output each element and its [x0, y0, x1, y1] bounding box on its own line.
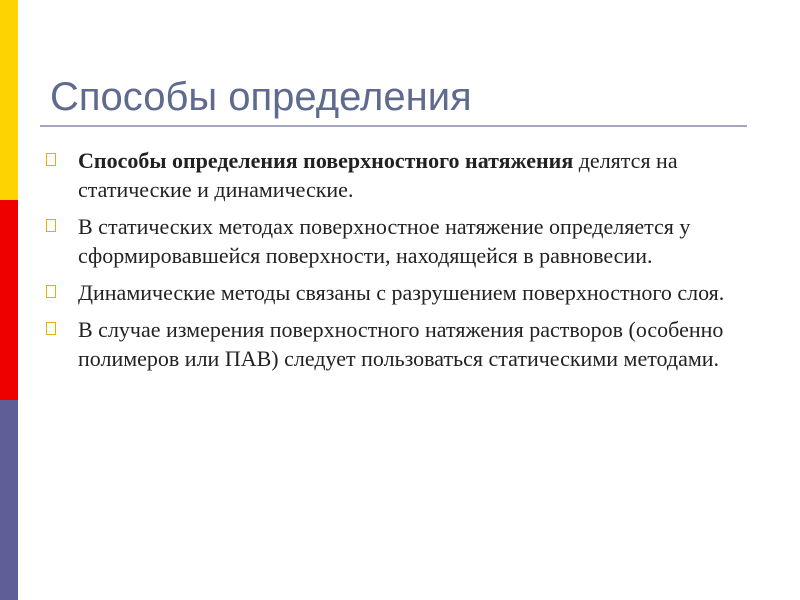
accent-bar-red: [0, 200, 18, 400]
accent-bar-yellow: [0, 0, 18, 200]
slide-title: Способы определения: [50, 75, 472, 119]
bullet-lead-text: Способы определения поверхностного натяжения: [78, 148, 574, 173]
bullet-item: [44, 278, 764, 307]
bullet-text: Динамические методы связаны с разрушением поверхностного слоя.: [78, 280, 725, 305]
bullet-item: [44, 212, 764, 270]
bullet-text: В случае измерения поверхностного натяжения растворов (особенно полимеров или ПАВ) следует пользоваться статическими методами.: [78, 317, 724, 371]
square-bullet-icon: [46, 285, 56, 298]
bullet-list: [44, 146, 764, 381]
title-divider: [40, 125, 747, 127]
accent-bar-slate: [0, 400, 18, 600]
bullet-text: В статических методах поверхностное натяжение определяется у сформировавшейся поверхности, находящейся в равновесии.: [78, 214, 691, 268]
bullet-text: делятся на статические и динамические.: [78, 148, 678, 202]
bullet-item: [44, 315, 764, 373]
square-bullet-icon: [46, 322, 56, 335]
square-bullet-icon: [46, 219, 56, 232]
square-bullet-icon: [46, 153, 56, 166]
bullet-item: [44, 146, 764, 204]
